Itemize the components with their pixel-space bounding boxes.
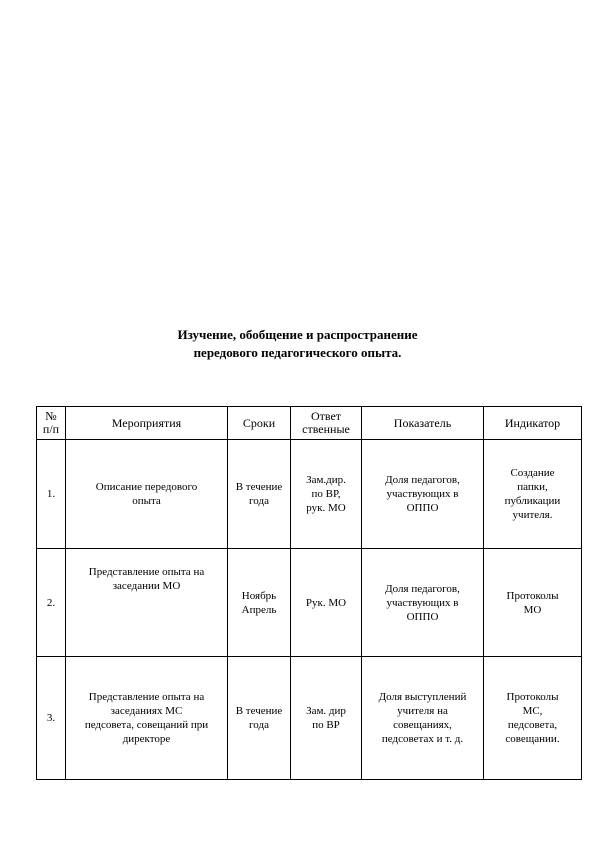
table-row [37,657,582,780]
row-num: 3. [37,657,66,780]
row-indicator: Доля педагогов, участвующих в ОППО [362,440,484,549]
title-line-2: передового педагогического опыта. [193,345,402,360]
header-event: Мероприятия [66,407,228,440]
header-indicator: Показатель [362,407,484,440]
row-event: Описание передового опыта [66,440,228,549]
header-term: Сроки [228,407,291,440]
table-row [37,549,582,657]
table-row [37,440,582,549]
row-responsible: Рук. МО [291,549,362,657]
experience-plan-table [36,406,582,780]
header-responsible: Ответ ственные [291,407,362,440]
row-term: В течение года [228,440,291,549]
row-event: Представление опыта на заседаниях МС педсовета, совещаний при директоре [66,657,228,780]
table-header-row [37,407,582,440]
row-metric: Протоколы МС, педсовета, совещании. [484,657,582,780]
row-metric: Создание папки, публикации учителя. [484,440,582,549]
row-responsible: Зам. дир по ВР [291,657,362,780]
row-indicator: Доля педагогов, участвующих в ОППО [362,549,484,657]
row-term: В течение года [228,657,291,780]
row-event: Представление опыта на заседании МО [66,549,228,657]
document-title [0,326,595,362]
row-num: 2. [37,549,66,657]
row-responsible: Зам.дир. по ВР, рук. МО [291,440,362,549]
title-line-1: Изучение, обобщение и распространение [177,327,418,342]
header-num: № п/п [37,407,66,440]
row-term: Ноябрь Апрель [228,549,291,657]
row-indicator: Доля выступлений учителя на совещаниях, педсоветах и т. д. [362,657,484,780]
header-metric: Индикатор [484,407,582,440]
row-metric: Протоколы МО [484,549,582,657]
row-num: 1. [37,440,66,549]
